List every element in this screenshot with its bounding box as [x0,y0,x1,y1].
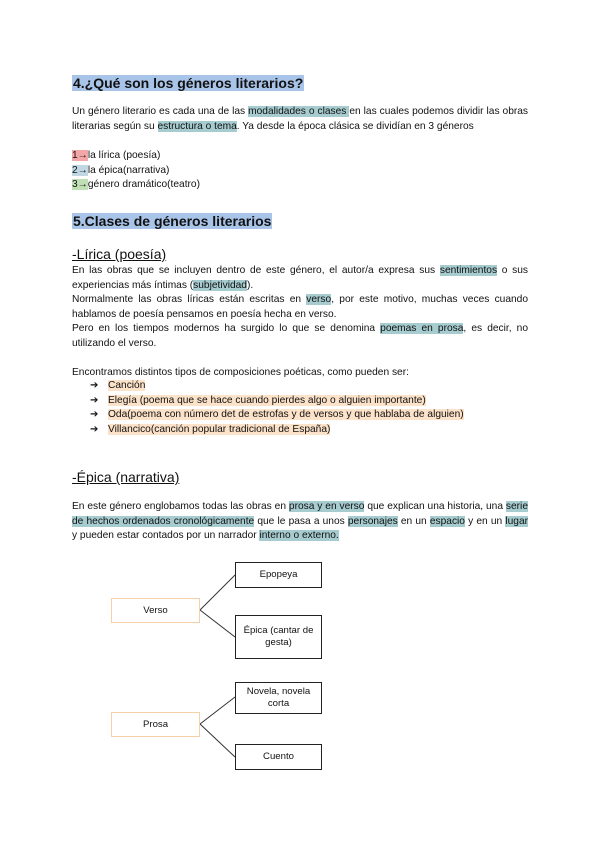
section4-title: 4.¿Qué son los géneros literarios? [73,75,304,91]
lirica-p1: En las obras que se incluyen dentro de este género, el autor/a expresa sus sentimientos o sus experiencias más íntimas (subjetividad). [72,265,528,291]
epica-p1: En este género englobamos todas las obras en prosa y en verso que explican una historia, una serie de hechos ordenados cronológicamente que le pasa a unos personajes en un espacio y en un lugar y pueden estar contados por un narrador interno o externo. [72,501,528,542]
connector-line [200,575,235,610]
epopeya-box: Epopeya [235,562,322,588]
novela-box: Novela, novela corta [235,682,322,714]
verso-box: Verso [111,598,200,623]
cuento-box: Cuento [235,744,322,770]
list-item: ➔ Elegía (poema que se hace cuando pierdes algo o alguien importante) [90,394,464,409]
lirica-p4: Encontramos distintos tipos de composiciones poéticas, como pueden ser: [72,367,409,378]
arrow-bullet-icon: ➔ [90,380,99,391]
list-item: 3→género dramático(teatro) [72,179,200,191]
arrow-bullet-icon: ➔ [90,409,99,421]
lirica-p3: Pero en los tiempos modernos ha surgido lo que se denomina poemas en prosa, es decir, no utilizando el verso. [72,323,528,349]
epica-heading: -Épica (narrativa) [72,469,180,485]
lirica-heading: -Lírica (poesía) [72,246,167,262]
arrow-bullet-icon: ➔ [90,423,99,435]
list-item: 1→la lírica (poesía) [72,150,161,161]
list-item: ➔ Canción [90,379,464,394]
section4-intro: Un género literario es cada una de las modalidades o clases en las cuales podemos dividir las obras literarias según su estructura o tema. Ya desde la época clásica se dividían en 3 géneros [72,106,529,132]
prosa-box: Prosa [111,712,200,737]
arrow-bullet-icon: ➔ [90,394,99,406]
connector-line [200,697,235,724]
lirica-p2: Normalmente las obras líricas están escritas en verso, por este motivo, muchas veces cuando hablamos de poesía pensamos en poesía hecha en verso. [72,294,528,320]
list-item: ➔ Villancico(canción popular tradicional de España) [90,423,464,438]
epica-cantar-box: Épica (cantar de gesta) [235,615,322,659]
connector-line [200,724,235,757]
list-item: ➔ Oda(poema con número det de estrofas y de versos y que hablaba de alguien) [90,408,464,423]
section5-title: 5.Clases de géneros literarios [73,213,272,229]
list-item: 2→la épica(narrativa) [72,164,170,176]
connector-line [200,610,235,637]
